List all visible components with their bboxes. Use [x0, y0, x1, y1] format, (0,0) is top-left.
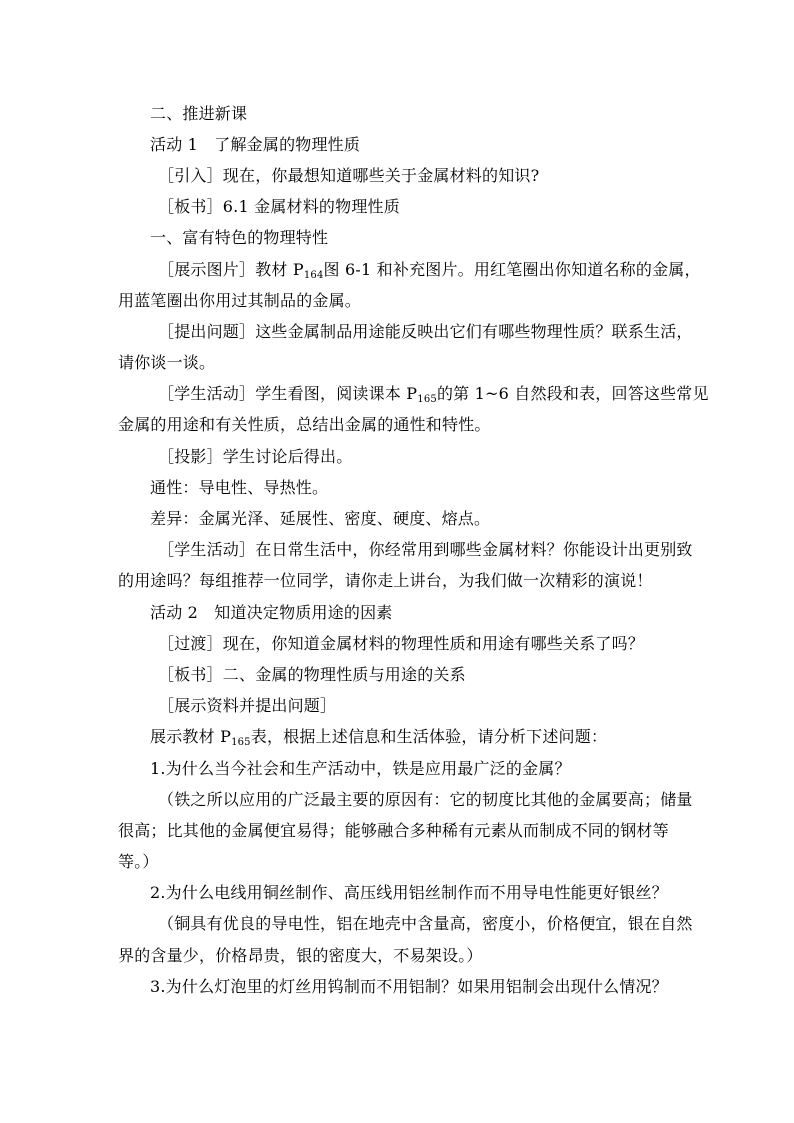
intro-paragraph: ［引入］现在，你最想知道哪些关于金属材料的知识? — [158, 166, 540, 185]
activity1-title: 活动 1 了解金属的物理性质 — [150, 135, 361, 154]
answer-2: （铜具有优良的导电性，铝在地壳中含量高，密度小，价格便宜，银在自然 — [158, 914, 693, 933]
page-subscript: 165 — [231, 737, 251, 748]
projection-paragraph: ［投影］学生讨论后得出。 — [158, 447, 353, 466]
student-activity-continuation: 金属的用途和有关性质，总结出金属的通性和特性。 — [118, 415, 491, 434]
show-textbook-text-a: 展示教材 P — [150, 727, 232, 746]
show-picture-text-a: ［展示图片］教材 P — [158, 260, 304, 279]
show-picture-text-b: 图 6-1 和补充图片。用红笔圈出你知道名称的金属， — [323, 260, 701, 279]
board-note-2: ［板书］二、金属的物理性质与用途的关系 — [158, 665, 466, 684]
question-paragraph: ［提出问题］这些金属制品用途能反映出它们有哪些物理性质？联系生活， — [158, 322, 693, 341]
question-1: 1.为什么当今社会和生产活动中，铁是应用最广泛的金属？ — [150, 759, 571, 778]
subheading-physical-properties: 一、富有特色的物理特性 — [150, 228, 329, 247]
show-data-heading: ［展示资料并提出问题］ — [158, 696, 337, 715]
student-activity-text-b: 的第 1~6 自然段和表，回答这些常见 — [436, 384, 709, 403]
board-note-1: ［板书］6.1 金属材料的物理性质 — [158, 197, 400, 216]
page-subscript: 164 — [303, 270, 324, 281]
show-textbook-text-b: 表，根据上述信息和生活体验，请分析下述问题： — [250, 727, 608, 746]
answer-1: （铁之所以应用的广泛最主要的原因有：它的韧度比其他的金属要高；储量 — [158, 790, 693, 809]
page-subscript: 165 — [417, 394, 437, 405]
show-textbook-paragraph — [150, 727, 607, 747]
show-picture-continuation: 用蓝笔圈出你用过其制品的金属。 — [118, 291, 362, 310]
question-2: 2.为什么电线用铜丝制作、高压线用铝丝制作而不用导电性能更好银丝？ — [150, 883, 668, 902]
commonality-line: 通性：导电性、导热性。 — [150, 478, 329, 497]
answer-2-continuation: 界的含量少，价格昂贵，银的密度大，不易架设。） — [118, 946, 483, 965]
differences-line: 差异：金属光泽、延展性、密度、硬度、熔点。 — [150, 509, 491, 528]
show-picture-paragraph — [158, 260, 701, 280]
student-activity-text-a: ［学生活动］学生看图，阅读课本 P — [158, 384, 418, 403]
student-activity-paragraph — [158, 384, 709, 404]
question-3: 3.为什么灯泡里的灯丝用钨制而不用铝制？如果用铝制会出现什么情况？ — [150, 977, 668, 996]
answer-1-continuation-1: 很高；比其他的金属便宜易得；能够融合多种稀有元素从而制成不同的钢材等 — [118, 821, 669, 840]
section-heading: 二、推进新课 — [150, 104, 248, 123]
student-activity-2-paragraph: ［学生活动］在日常生活中，你经常用到哪些金属材料？你能设计出更别致 — [158, 540, 693, 559]
question-continuation: 请你谈一谈。 — [118, 353, 216, 372]
answer-1-continuation-2: 等。） — [118, 852, 159, 871]
transition-paragraph: ［过渡］现在，你知道金属材料的物理性质和用途有哪些关系了吗？ — [158, 634, 645, 653]
student-activity-2-continuation: 的用途吗？每组推荐一位同学，请你走上讲台，为我们做一次精彩的演说！ — [118, 571, 653, 590]
activity2-title: 活动 2 知道决定物质用途的因素 — [150, 603, 393, 622]
